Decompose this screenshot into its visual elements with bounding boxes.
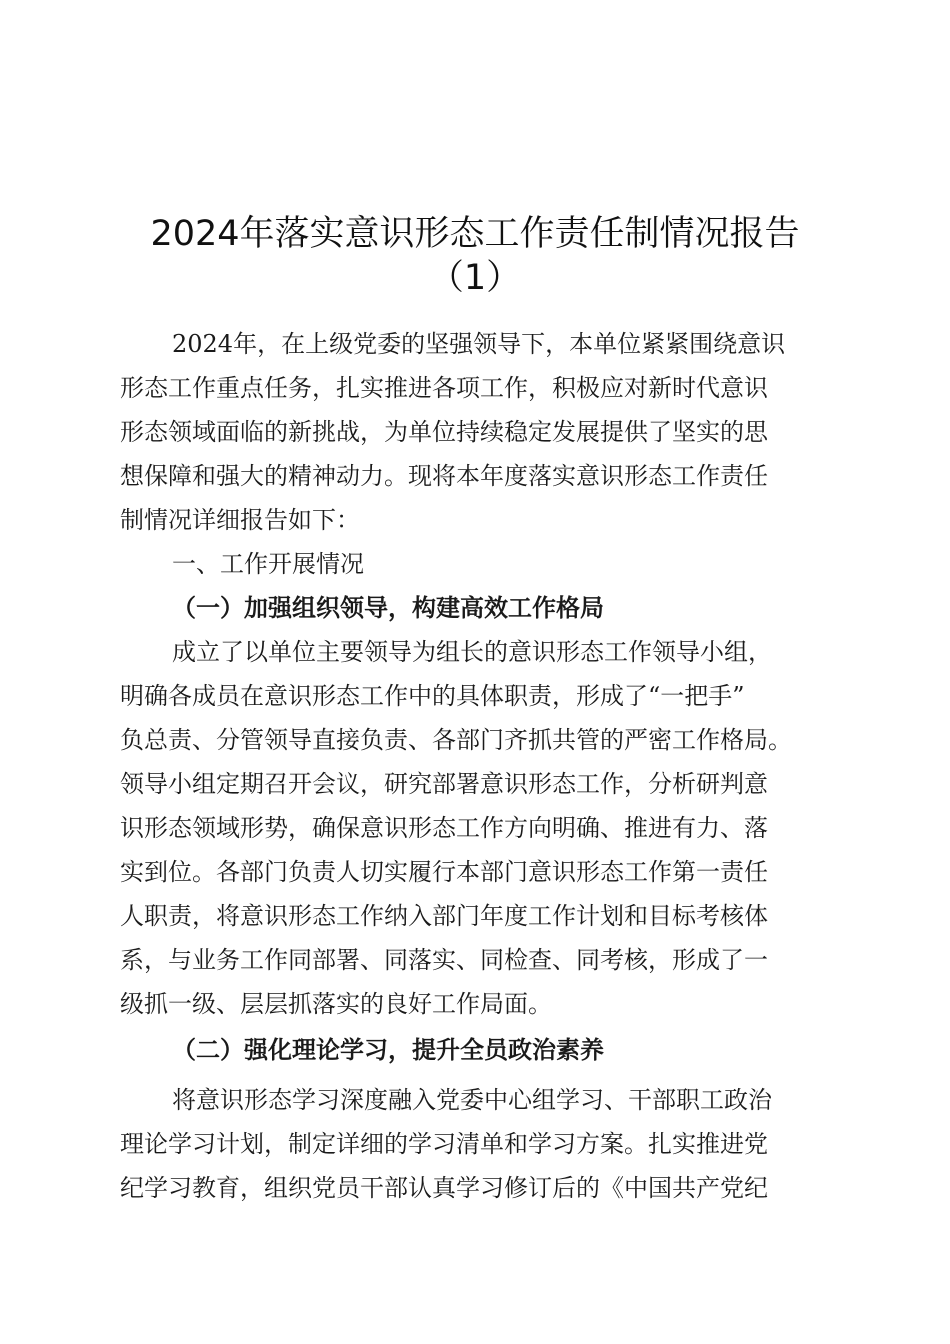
paragraph-line: 2024年，在上级党委的坚强领导下，本单位紧紧围绕意识	[172, 330, 786, 358]
paragraph-line: 识形态领域形势，确保意识形态工作方向明确、推进有力、落	[120, 814, 768, 842]
paragraph-line: 形态领域面临的新挑战，为单位持续稳定发展提供了坚实的思	[120, 418, 768, 446]
paragraph-line: 级抓一级、层层抓落实的良好工作局面。	[120, 990, 552, 1018]
paragraph-line: 形态工作重点任务，扎实推进各项工作，积极应对新时代意识	[120, 374, 768, 402]
document-title: 2024年落实意识形态工作责任制情况报告	[150, 214, 800, 254]
subsection-heading-text: （一）加强组织领导，构建高效工作格局	[172, 593, 604, 622]
section-heading	[120, 542, 820, 586]
paragraph-line: 负总责、分管领导直接负责、各部门齐抓共管的严密工作格局。	[120, 726, 792, 754]
paragraph-line: 领导小组定期召开会议，研究部署意识形态工作，分析研判意	[120, 770, 768, 798]
section-heading-text: 一、工作开展情况	[172, 550, 364, 578]
subsection-heading-text: （二）强化理论学习，提升全员政治素养	[172, 1035, 604, 1064]
paragraph-line: 纪学习教育，组织党员干部认真学习修订后的《中国共产党纪	[120, 1174, 768, 1202]
paragraph-line: 明确各成员在意识形态工作中的具体职责，形成了“一把手”	[120, 682, 745, 710]
paragraph-line: 实到位。各部门负责人切实履行本部门意识形态工作第一责任	[120, 858, 768, 886]
paragraph-line: 将意识形态学习深度融入党委中心组学习、干部职工政治	[172, 1086, 772, 1114]
paragraph-line: 系，与业务工作同部署、同落实、同检查、同考核，形成了一	[120, 946, 768, 974]
paragraph-line: 理论学习计划，制定详细的学习清单和学习方案。扎实推进党	[120, 1130, 768, 1158]
subsection-paragraph	[120, 1078, 820, 1210]
paragraph-line: 人职责，将意识形态工作纳入部门年度工作计划和目标考核体	[120, 902, 768, 930]
subsection-heading	[120, 586, 820, 630]
subsection-heading	[120, 1028, 820, 1072]
paragraph-line: 想保障和强大的精神动力。现将本年度落实意识形态工作责任	[120, 462, 768, 490]
document-title-number: （1）	[428, 258, 522, 298]
paragraph-line: 制情况详细报告如下：	[120, 506, 360, 534]
subsection-paragraph	[120, 630, 820, 1026]
paragraph-line: 成立了以单位主要领导为组长的意识形态工作领导小组，	[172, 638, 772, 666]
intro-paragraph	[120, 322, 820, 542]
